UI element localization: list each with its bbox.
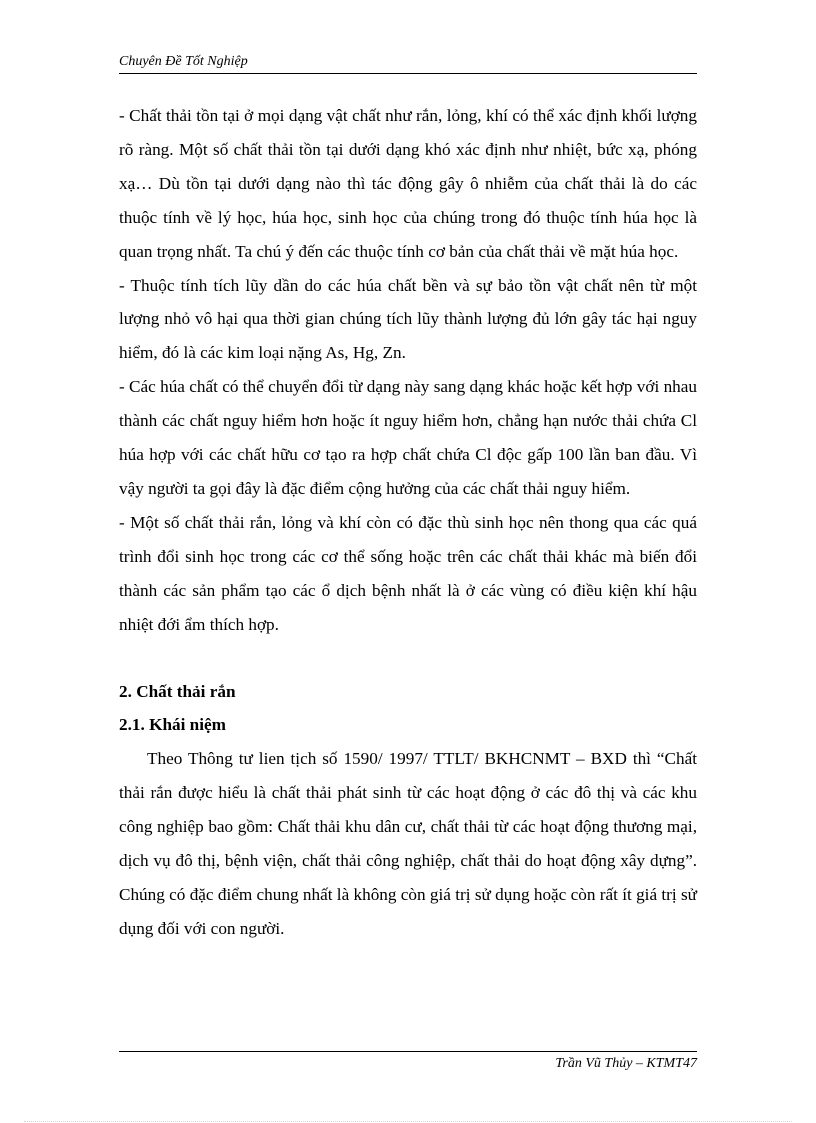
- page-header: [119, 53, 697, 74]
- page-bottom-dotted-line: [24, 1121, 792, 1122]
- paragraph-conversion: - Các húa chất có thể chuyển đổi từ dạng này sang dạng khác hoặc kết hợp với nhau thành các chất nguy hiểm hơn hoặc ít nguy hiểm hơn, chẳng hạn nước thải chứa Cl húa hợp với các chất hữu cơ tạo ra hợp chất chứa Cl độc gấp 100 lần ban đầu. Vì vậy người ta gọi đây là đặc điểm cộng hưởng của các chất thải nguy hiểm.: [119, 377, 697, 498]
- header-title: Chuyên Đề Tốt Nghiệp: [119, 54, 248, 69]
- paragraph-definition: Theo Thông tư lien tịch số 1590/ 1997/ TTLT/ BKHCNMT – BXD thì “Chất thải rắn được hiểu là chất thải phát sinh từ các hoạt động ở các đô thị và các khu công nghiệp bao gồm: Chất thải khu dân cư, chất thải từ các hoạt động thương mại, dịch vụ đô thị, bệnh viện, chất thải công nghiệp, chất thải do hoạt động xây dựng”. Chúng có đặc điểm chung nhất là không còn giá trị sử dụng hoặc còn rất ít giá trị sử dụng đối với con người.: [119, 749, 697, 938]
- page-content: [119, 99, 697, 946]
- paragraph-accumulation: - Thuộc tính tích lũy dần do các húa chất bền và sự bảo tồn vật chất nên từ một lượng nhỏ vô hại qua thời gian chúng tích lũy thành lượng đủ lớn gây tác hại nguy hiểm, đó là các kim loại nặng As, Hg, Zn.: [119, 275, 697, 363]
- section-heading: 2. Chất thải rắn: [119, 681, 236, 701]
- paragraph-waste-forms: - Chất thải tồn tại ở mọi dạng vật chất như rắn, lỏng, khí có thể xác định khối lượng rõ ràng. Một số chất thải tồn tại dưới dạng khó xác định như nhiệt, bức xạ, phóng xạ… Dù tồn tại dưới dạng nào thì tác động gây ô nhiễm của chất thải là do các thuộc tính về lý học, húa học, sinh học của chúng trong đó thuộc tính húa học là quan trọng nhất. Ta chú ý đến các thuộc tính cơ bản của chất thải về mặt húa học.: [119, 106, 697, 261]
- footer-author: Trần Vũ Thủy – KTMT47: [555, 1056, 697, 1071]
- subsection-heading: 2.1. Khái niệm: [119, 715, 226, 735]
- footer-divider: [119, 1051, 697, 1052]
- paragraph-biological: - Một số chất thải rắn, lỏng và khí còn có đặc thù sinh học nên thong qua các quá trình đổi sinh học trong các cơ thể sống hoặc trên các chất thải khác mà biến đổi thành các sản phẩm tạo các ổ dịch bệnh nhất là ở các vùng có điều kiện khí hậu nhiệt đới ẩm thích hợp.: [119, 512, 697, 634]
